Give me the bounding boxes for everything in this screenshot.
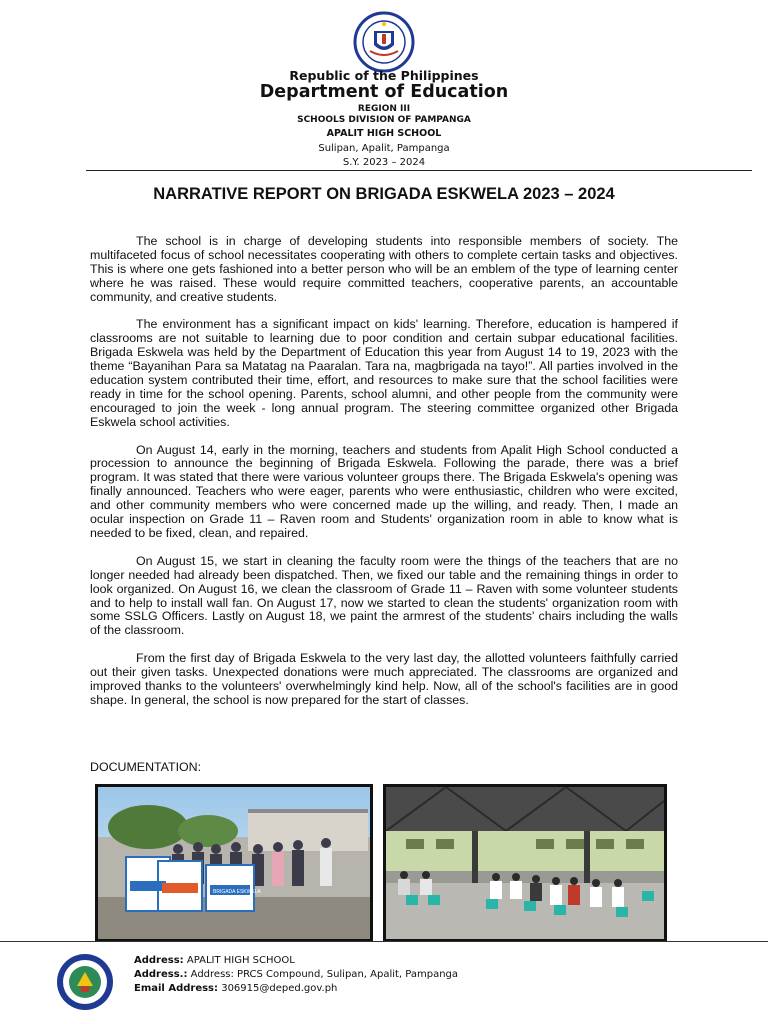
documentation-photo-outdoor xyxy=(95,784,373,942)
paragraph-2: The environment has a significant impact on kids' learning. Therefore, education is hampered if classrooms are not suitable to learning due to poor condition and certain subpar educational facilities. Brigada Eskwela was held by the Department of Education this year from August 14 to 19, 2023 with the theme “Bayanihan Para sa Matatag na Paaralan. Tara na, magbrigada na tayo!”. All parties involved in the education system contributed their time, effort, and resources to make sure that the school facilities were ready in time for the school opening. Parents, school alumni, and other people from the community were encouraged to join the week - long annual program. The steering committee organized other Brigada Eskwela school activities. xyxy=(90,317,678,429)
footer-address-label: Address: xyxy=(134,955,184,966)
region-heading: REGION III xyxy=(357,104,411,114)
footer-address2-value: Address: PRCS Compound, Sulipan, Apalit, Pampanga xyxy=(190,969,459,980)
documentation-photo-covered-court xyxy=(383,784,667,942)
paragraph-5: From the first day of Brigada Eskwela to the very last day, the allotted volunteers faithfully carried out their given tasks. Unexpected donations were much appreciated. The classrooms are organized and improved thanks to the volunteers' overwhelmingly kind help. Now, all of the school's facilities are in good shape. In general, the school is now prepared for the start of classes. xyxy=(90,651,678,707)
apalit-high-school-logo xyxy=(50,952,120,1012)
school-address: Sulipan, Apalit, Pampanga xyxy=(318,143,450,154)
school-heading: APALIT HIGH SCHOOL xyxy=(326,128,442,139)
deped-seal-logo xyxy=(346,11,422,73)
department-heading: Department of Education xyxy=(259,82,509,102)
footer-email-link[interactable]: 306915@deped.gov.ph xyxy=(221,983,338,994)
paragraph-3: On August 14, early in the morning, teachers and students from Apalit High School conducted a procession to announce the beginning of Brigada Eskwela. Following the parade, there was a brief program. It was stated that there were various volunteer groups there. The Brigada Eskwela's opening was finally announced. Teachers who were eager, parents who were enthusiastic, children who were excited, and other community members who were concerned made up the willing, and ready. Then, I made an ocular inspection on Grade 11 – Raven room and Students' organization room in able to know what is needed to be fixed, clean, and repaired. xyxy=(90,442,678,540)
outdoor-group-photo xyxy=(98,787,370,939)
paragraph-1: The school is in charge of developing students into responsible members of society. The multifaceted focus of school necessitates cooperating with others to complete certain tasks and objectives. This is where one gets fashioned into a better person who will be an emblem of the type of learning center where he was raised. These would require committed teachers, cooperative parents, an accountable community, and creative students. xyxy=(90,234,678,304)
report-title: NARRATIVE REPORT ON BRIGADA ESKWELA 2023 – 2024 xyxy=(153,185,615,203)
documentation-label: DOCUMENTATION: xyxy=(90,760,202,774)
footer-address-value: APALIT HIGH SCHOOL xyxy=(186,955,295,966)
paragraph-4: On August 15, we start in cleaning the faculty room were the things of the teachers that are no longer needed had already been dispatched. Then, we fixed our table and the remaining things in order to look organized. On August 16, we clean the classroom of Grade 11 – Raven with some volunteer students and to help to install wall fan. On August 17, now we started to clean the students' organization room with some SSLG Officers. Lastly on August 18, we paint the armrest of the students' chairs including the walls of the classroom. xyxy=(90,553,678,638)
footer-email-label: Email Address: xyxy=(134,983,219,994)
republic-heading: Republic of the Philippines xyxy=(289,68,479,83)
covered-court-assembly-photo xyxy=(386,787,664,939)
footer-address2-label: Address.: xyxy=(134,969,188,980)
footer-contact xyxy=(134,954,458,996)
division-heading: SCHOOLS DIVISION OF PAMPANGA xyxy=(297,115,471,125)
school-year: S.Y. 2023 – 2024 xyxy=(342,157,426,168)
report-body xyxy=(90,235,678,722)
footer-divider xyxy=(0,941,768,942)
banner-text: BRIGADA ESKWELA xyxy=(213,889,261,895)
header-divider xyxy=(86,170,752,171)
